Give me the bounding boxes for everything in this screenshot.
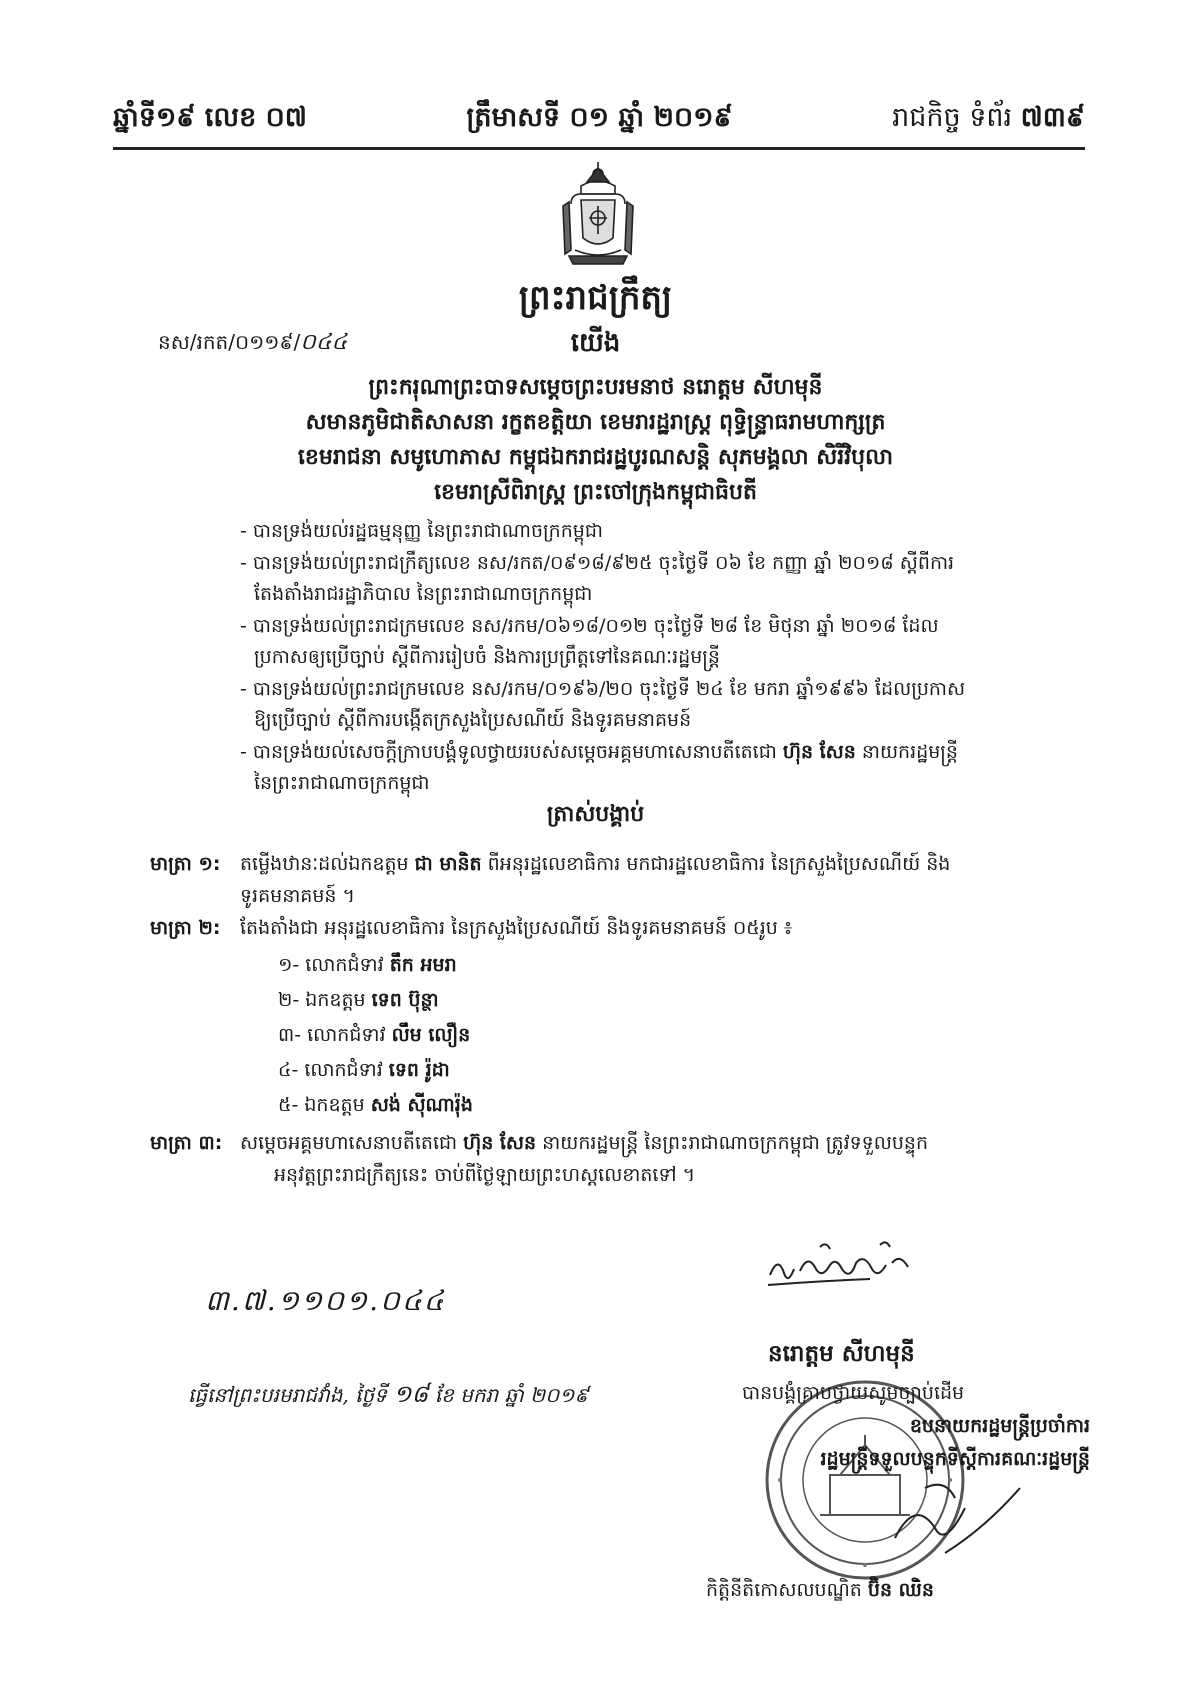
recital-item: - បានទ្រង់យល់រដ្ឋធម្មនុញ្ញ នៃព្រះរាជាណាចក្រកម្ពុជា — [240, 516, 1085, 548]
recital-item: - បានទ្រង់យល់ព្រះរាជក្រមលេខ នស/រកម/០៦១៨/០១២ ចុះថ្ងៃទី ២៨ ខែ មិថុនា ឆ្នាំ ២០១៨ ដែល — [240, 611, 1085, 643]
minister-name-line: កិត្តិនីតិកោសលបណ្ឌិត ប៊ិន ឈិន — [706, 1579, 934, 1601]
list-item: ៥- ឯកឧត្តម សង់ ស៊ីណារ៉ុង — [278, 1094, 473, 1116]
article-2: មាត្រា ២: តែងតាំងជា អនុរដ្ឋលេខាធិការ នៃក្រសួងប្រៃសណីយ៍ និងទូរគមនាគមន៍ ០៥រូប ៖ — [150, 917, 793, 939]
article-1: មាត្រា ១: តម្លើងឋានៈដល់ឯកឧត្តម ជា មានិត ពីអនុរដ្ឋលេខាធិការ មកជារដ្ឋលេខាធិការ នៃក្រសួងប្រៃសណីយ៍ និង ទូរគមនាគមន៍ ។ — [150, 853, 951, 907]
recital-continuation: នៃព្រះរាជាណាចក្រកម្ពុជា — [254, 772, 430, 794]
list-item: ៤- លោកជំទាវ ទេព រ៉ូដា — [278, 1059, 450, 1081]
recital-item: - បានទ្រង់យល់ព្រះរាជក្រមលេខ នស/រកម/០១៩៦/២០ ចុះថ្ងៃទី ២៤ ខែ មករា ឆ្នាំ១៩៩៦ ដែលប្រកាស — [240, 674, 1085, 706]
decree-heading: ត្រាស់បង្គាប់ — [546, 802, 645, 827]
list-item: ៣- លោកជំទាវ លឹម លឿន — [278, 1024, 471, 1046]
recital-item: - បានទ្រង់យល់ព្រះរាជក្រឹត្យលេខ នស/រកត/០៩១៨/៩២៥ ចុះថ្ងៃទី ០៦ ខែ កញ្ញា ឆ្នាំ ២០១៨ ស្តីពីការ — [240, 548, 1085, 580]
place-and-date: ធ្វើនៅព្រះបរមរាជវាំង, ថ្ងៃទី ១៨ ខែ មករា ឆ្នាំ ២០១៩ — [188, 1380, 589, 1408]
gazette-page: រាជកិច្ច ទំព័រ ៧៣៩ — [892, 101, 1085, 133]
handwritten-date: ៣.៧.១១០១.០៤៤ — [205, 1284, 446, 1317]
appointee-list — [278, 948, 473, 1123]
countersignature: បានបង្គំគ្រាបថ្វាយសូមច្បាប់ដើម ឧបនាយករដ្ឋមន្ត្រីប្រចាំការ រដ្ឋមន្ត្រីទទួលបន្ទុកទីស្តីការគណៈរដ្ឋមន្ត្រី — [742, 1382, 1090, 1470]
list-item: ២- ឯកឧត្តម ទេព ប៊ុន្ថា — [278, 989, 439, 1011]
recitals — [240, 516, 1085, 800]
recital-continuation: ប្រកាសឲ្យប្រើច្បាប់ ស្តីពីការរៀបចំ និងការប្រព្រឹត្តទៅនៃគណៈរដ្ឋមន្ត្រី — [254, 646, 720, 668]
royal-signature — [760, 1235, 930, 1295]
king-title-line: ខេមរាជនា សមូហោភាស កម្ពុជឯករាជរដ្ឋបូរណសន្តិ សុភមង្គលា សិរីវិបុលា — [297, 445, 894, 470]
reference-number: នស/រកត/០១១៩/០៤៤ — [158, 330, 348, 355]
king-title-line: ខេមរាស្រីពិរាស្ត្រ ព្រះចៅក្រុងកម្ពុជាធិបតី — [434, 480, 757, 505]
royal-emblem-icon — [557, 160, 639, 266]
decree-title: ព្រះរាជក្រឹត្យ — [518, 278, 673, 318]
header-rule — [113, 147, 1085, 150]
recital-continuation: តែងតាំងរាជរដ្ឋាភិបាល នៃព្រះរាជាណាចក្រកម្ពុជា — [254, 583, 593, 605]
gazette-quarter: ត្រឹមាសទី ០១ ឆ្នាំ ២០១៩ — [466, 101, 733, 133]
minister-signature — [885, 1468, 1025, 1558]
gazette-year-issue: ឆ្នាំទី១៩ លេខ ០៧ — [113, 101, 307, 133]
king-name: នរោត្តម សីហមុនី — [768, 1341, 915, 1367]
king-titles — [0, 370, 1191, 510]
king-title-line: សមានភូមិជាតិសាសនា រក្ខតខត្តិយា ខេមរារដ្ឋរាស្ត្រ ពុទ្ធិន្ទ្រាធរាមហាក្សត្រ — [305, 410, 886, 435]
king-title-line: ព្រះករុណាព្រះបាទសម្តេចព្រះបរមនាថ នរោត្តម សីហមុនី — [368, 375, 823, 400]
recital-item: - បានទ្រង់យល់សេចក្តីក្រាបបង្គំទូលថ្វាយរបស់សម្តេចអគ្គមហាសេនាបតីតេជោ ហ៊ុន សែន នាយករដ្ឋមន្ត្រី — [240, 737, 1085, 769]
gazette-header — [113, 96, 1085, 144]
list-item: ១- លោកជំទាវ តឹក អមរា — [278, 954, 457, 976]
article-3: មាត្រា ៣: សម្តេចអគ្គមហាសេនាបតីតេជោ ហ៊ុន សែន នាយករដ្ឋមន្ត្រី នៃព្រះរាជាណាចក្រកម្ពុជា ត្រូវទទួលបន្ទុក អនុវត្តព្រះរាជក្រឹត្យនេះ ចាប់ពីថ្ងៃឡាយព្រះហស្តលេខាតទៅ ។ — [150, 1132, 929, 1186]
recital-continuation: ឱ្យប្រើច្បាប់ ស្តីពីការបង្កើតក្រសួងប្រៃសណីយ៍ និងទូរគមនាគមន៍ — [254, 709, 692, 731]
we-heading: យើង — [570, 328, 621, 358]
handwritten-ref: ០៤៤ — [300, 330, 348, 355]
